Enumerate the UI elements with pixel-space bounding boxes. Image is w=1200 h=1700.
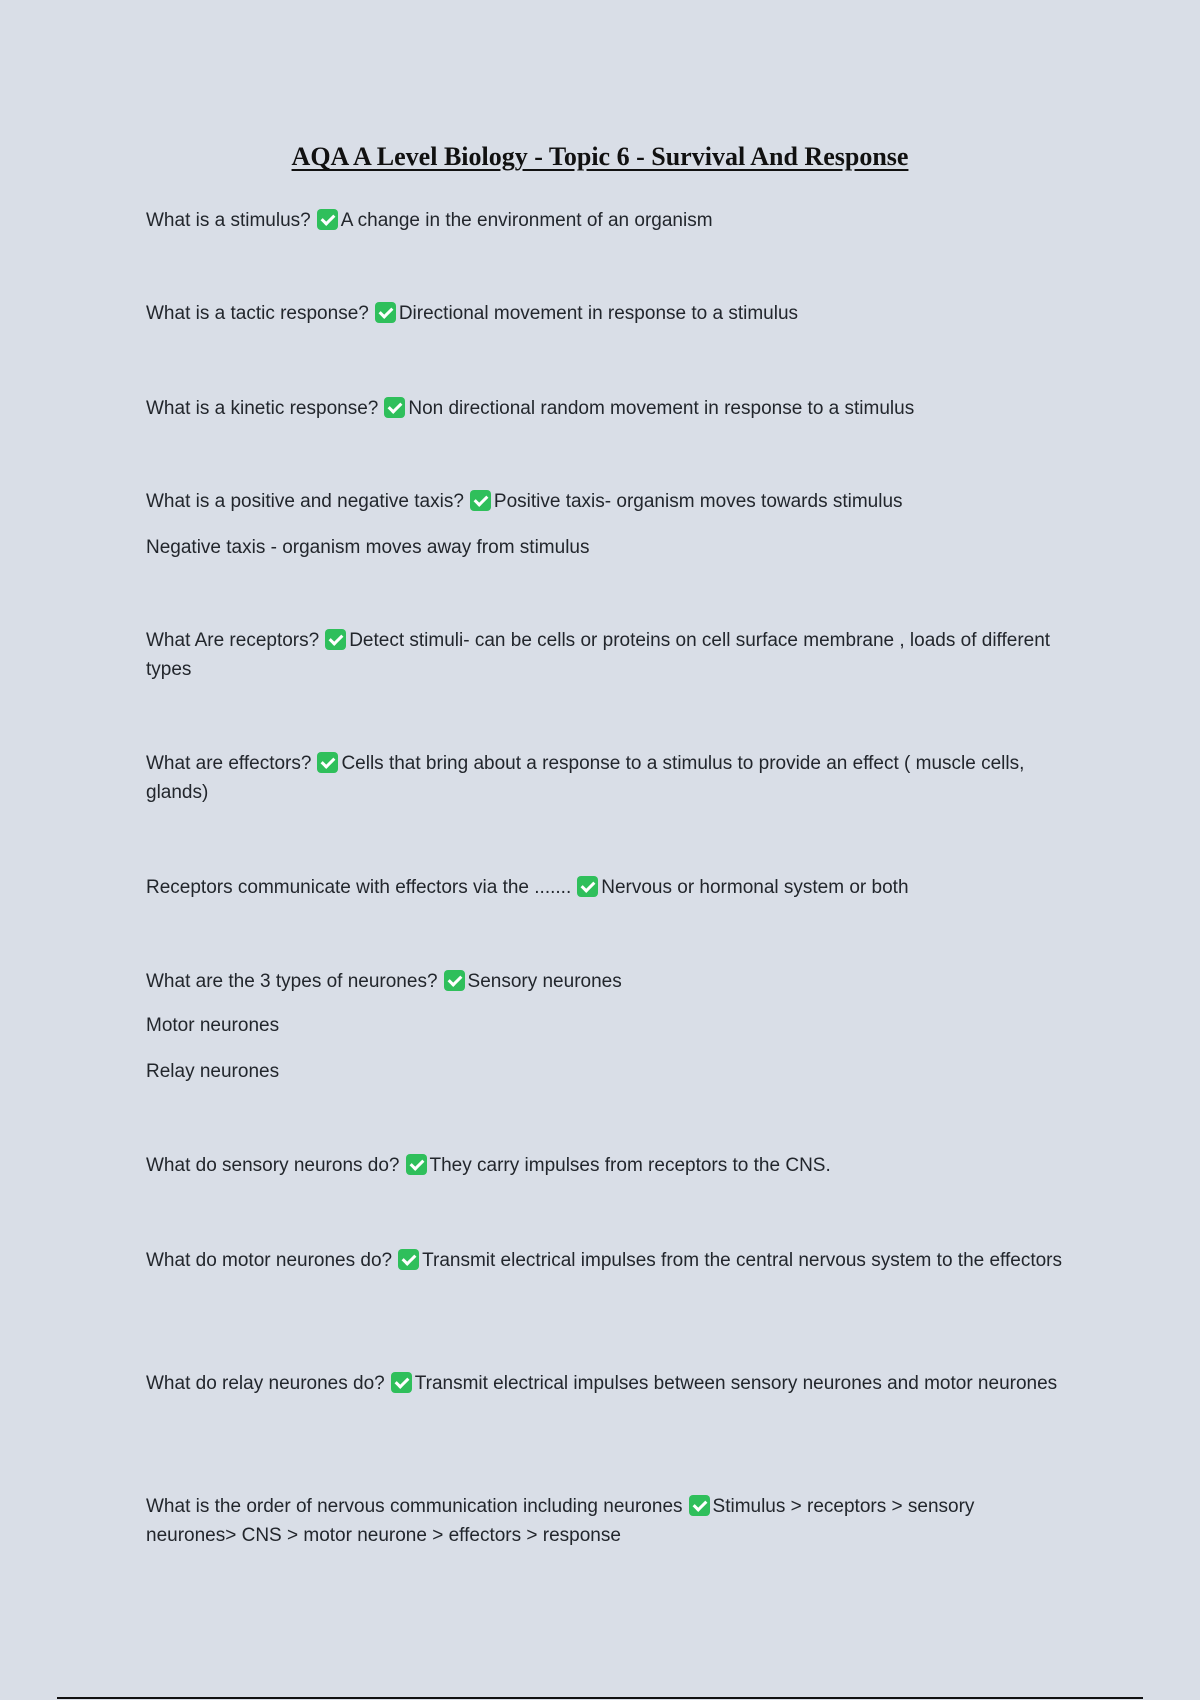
answer-text: Non directional random movement in response to a stimulus (408, 398, 915, 419)
question-text: What are effectors? (146, 753, 312, 774)
checkmark-icon (375, 302, 396, 323)
question-text: What is a positive and negative taxis? (146, 491, 464, 512)
question-text: What is a tactic response? (146, 303, 369, 324)
checkmark-icon (577, 876, 598, 897)
answer-text: Sensory neurones (467, 971, 622, 992)
qa-item (146, 873, 1066, 902)
answer-text: Nervous or hormonal system or both (601, 877, 909, 898)
answer-text: Transmit electrical impulses between sensory neurones and motor neurones (414, 1373, 1058, 1394)
qa-item (146, 626, 1066, 684)
qa-item (146, 487, 1066, 562)
qa-item (146, 299, 1066, 328)
qa-line (146, 1246, 1066, 1275)
checkmark-icon (444, 970, 465, 991)
question-text: What is a kinetic response? (146, 398, 379, 419)
qa-item (146, 394, 1066, 423)
qa-line (146, 1151, 1066, 1180)
qa-line (146, 749, 1066, 807)
question-text: What do relay neurones do? (146, 1373, 385, 1394)
qa-line (146, 299, 1066, 328)
qa-item (146, 1492, 1066, 1550)
answer-extra-line: Negative taxis - organism moves away from stimulus (146, 537, 590, 558)
qa-line (146, 394, 1066, 423)
qa-item (146, 1246, 1066, 1275)
checkmark-icon (384, 397, 405, 418)
answer-text: Directional movement in response to a stimulus (398, 303, 799, 324)
question-text: Receptors communicate with effectors via the ....... (146, 877, 572, 898)
footer-divider (57, 1697, 1143, 1699)
answer-text: Cells that bring about a response to a stimulus to provide an effect ( muscle cells, glands) (146, 753, 1025, 803)
qa-item (146, 206, 1066, 235)
answer-extra-line: Relay neurones (146, 1061, 280, 1082)
document-title: AQA A Level Biology - Topic 6 - Survival And Response (291, 142, 909, 171)
question-text: What do motor neurones do? (146, 1250, 393, 1271)
answer-text: Positive taxis- organism moves towards stimulus (493, 491, 903, 512)
checkmark-icon (406, 1154, 427, 1175)
qa-item (146, 967, 1066, 1086)
qa-line (146, 1369, 1066, 1398)
answer-text: A change in the environment of an organism (340, 210, 713, 231)
qa-item (146, 1151, 1066, 1180)
qa-line (146, 873, 1066, 902)
answer-text: Detect stimuli- can be cells or proteins on cell surface membrane , loads of different types (146, 630, 1051, 680)
qa-item (146, 749, 1066, 807)
qa-line (146, 626, 1066, 684)
checkmark-icon (689, 1495, 710, 1516)
qa-line (146, 967, 1066, 996)
qa-line (146, 206, 1066, 235)
qa-line (146, 487, 1066, 516)
checkmark-icon (398, 1249, 419, 1270)
answer-extra-line: Motor neurones (146, 1015, 280, 1036)
question-text: What do sensory neurons do? (146, 1155, 400, 1176)
answer-text: Transmit electrical impulses from the central nervous system to the effectors (422, 1250, 1062, 1271)
question-text: What Are receptors? (146, 630, 320, 651)
question-text: What are the 3 types of neurones? (146, 971, 438, 992)
qa-item (146, 1369, 1066, 1398)
answer-text: Stimulus > receptors > sensory neurones> CNS > motor neurone > effectors > response (146, 1496, 975, 1546)
question-text: What is the order of nervous communication including neurones (146, 1496, 683, 1517)
checkmark-icon (317, 209, 338, 230)
checkmark-icon (325, 629, 346, 650)
qa-line (146, 1492, 1066, 1550)
checkmark-icon (317, 752, 338, 773)
checkmark-icon (470, 490, 491, 511)
answer-text: They carry impulses from receptors to the CNS. (429, 1155, 831, 1176)
question-text: What is a stimulus? (146, 210, 311, 231)
checkmark-icon (391, 1372, 412, 1393)
